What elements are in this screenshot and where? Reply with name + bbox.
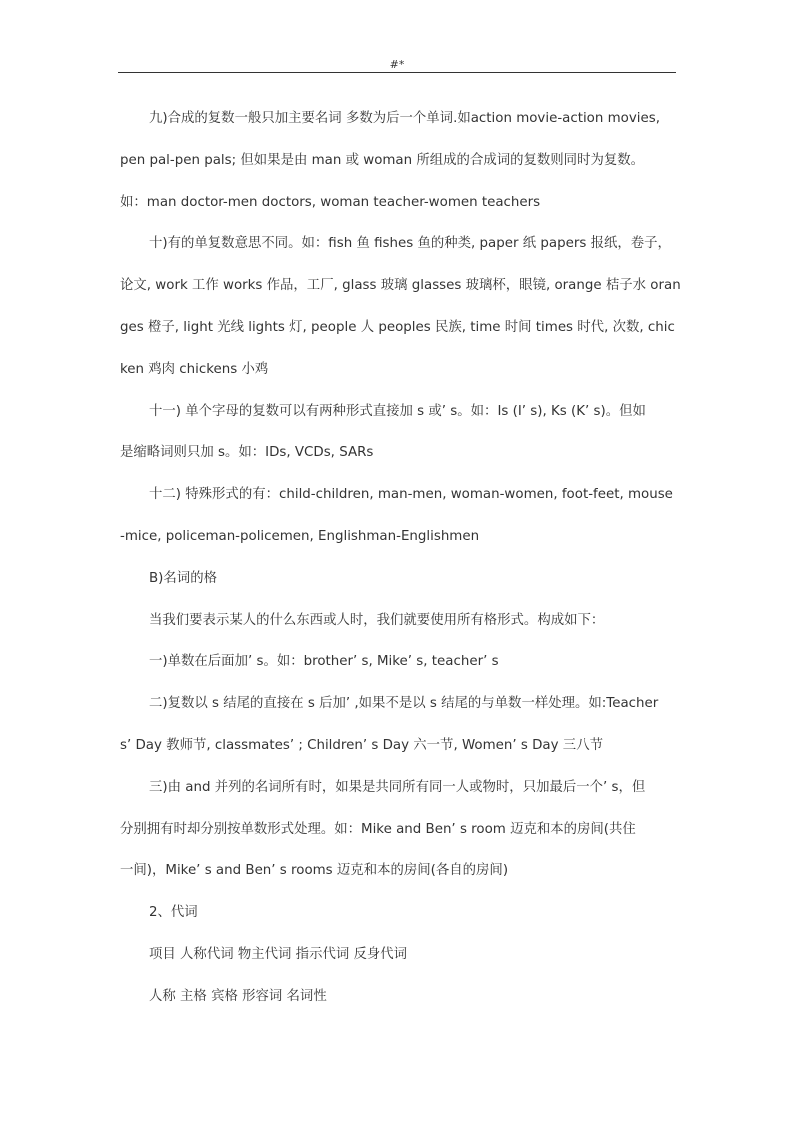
text-line: 十)有的单复数意思不同。如：fish 鱼 fishes 鱼的种类, paper 纸 papers 报纸，卷子， [149,236,671,252]
text-line: 一)单数在后面加’ s。如：brother’ s, Mike’ s, teacher’ s [149,654,499,670]
text-line: 当我们要表示某人的什么东西或人时，我们就要使用所有格形式。构成如下： [149,612,605,628]
text-line: 一间)，Mike’ s and Ben’ s rooms 迈克和本的房间(各自的房间) [120,863,509,879]
section-heading: B)名词的格 [149,570,217,586]
text-line: 三)由 and 并列的名词所有时，如果是共同所有同一人或物时，只加最后一个’ s，但 [149,779,646,795]
text-line: 是缩略词则只加 s。如：IDs, VCDs, SARs [120,445,374,461]
text-line: 如：man doctor-men doctors, woman teacher-women teachers [120,194,541,210]
text-line: ken 鸡肉 chickens 小鸡 [120,361,269,377]
text-line: 论文, work 工作 works 作品，工厂, glass 玻璃 glasses 玻璃杯，眼镜, orange 桔子水 oran [120,278,681,294]
page-header-mark: #* [389,58,405,71]
header-divider [118,72,676,73]
text-line: 十一) 单个字母的复数可以有两种形式直接加 s 或’ s。如：Is (I’ s), Ks (K’ s)。但如 [149,403,646,419]
section-heading: 2、代词 [149,905,198,921]
document-body [120,98,700,1018]
text-line: s’ Day 教师节, classmates’ ; Children’ s Day 六一节, Women’ s Day 三八节 [120,737,603,753]
text-line: pen pal-pen pals; 但如果是由 man 或 woman 所组成的合成词的复数则同时为复数。 [120,152,645,168]
text-line: 九)合成的复数一般只加主要名词 多数为后一个单词.如action movie-action movies, [149,111,660,126]
table-header-row: 项目 人称代词 物主代词 指示代词 反身代词 [149,946,408,962]
text-line: 十二) 特殊形式的有：child-children, man-men, woman-women, foot-feet, mouse [149,487,673,503]
text-line: ges 橙子, light 光线 lights 灯, people 人 peoples 民族, time 时间 times 时代, 次数, chic [120,319,675,335]
table-header-row: 人称 主格 宾格 形容词 名词性 [149,988,327,1004]
text-line: 二)复数以 s 结尾的直接在 s 后加’ ,如果不是以 s 结尾的与单数一样处理。如:Teacher [149,696,659,712]
text-line: -mice, policeman-policemen, Englishman-Englishmen [120,528,480,544]
text-line: 分别拥有时却分别按单数形式处理。如：Mike and Ben’ s room 迈克和本的房间(共住 [120,821,636,837]
